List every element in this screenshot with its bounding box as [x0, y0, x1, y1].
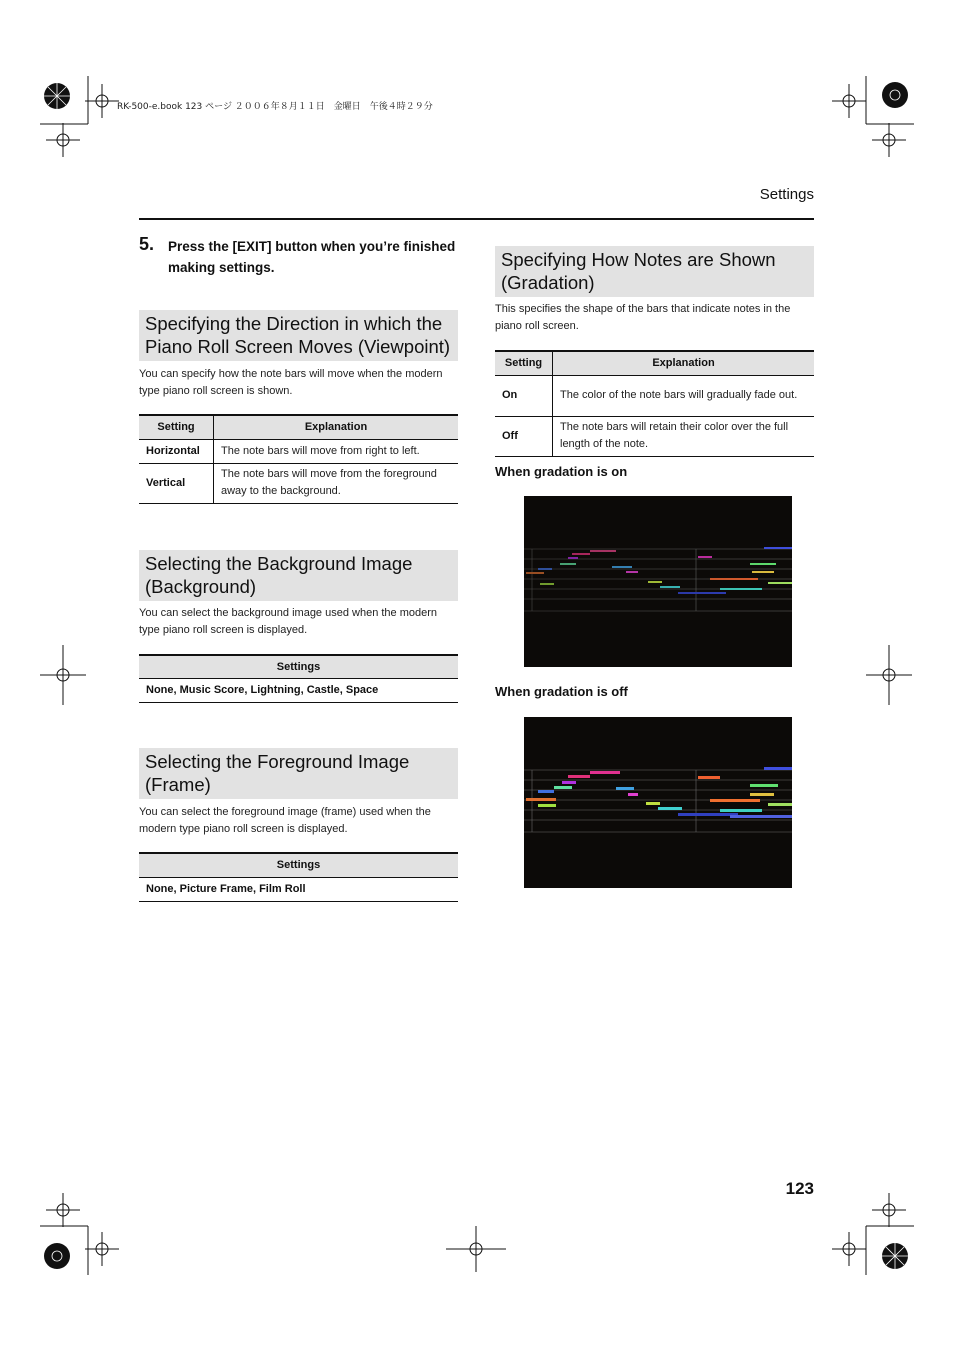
- viewpoint-description: You can specify how the note bars will move when the modern type piano roll screen is shown.: [139, 368, 443, 397]
- col-explanation: Explanation: [214, 415, 459, 439]
- explanation-on: The color of the note bars will gradually fade out.: [553, 375, 815, 416]
- background-options: None, Music Score, Lightning, Castle, Space: [139, 678, 458, 702]
- table-row: [495, 375, 814, 416]
- frame-table: [139, 852, 458, 902]
- explanation-vertical: The note bars will move from the foreground away to the background.: [214, 463, 459, 503]
- piano-roll-gradation-on: [524, 496, 792, 667]
- background-heading: Selecting the Background Image (Background): [139, 550, 458, 601]
- setting-on: On: [495, 375, 553, 416]
- col-settings: Settings: [139, 655, 458, 678]
- col-setting: Setting: [495, 351, 553, 375]
- explanation-horizontal: The note bars will move from right to left.: [214, 439, 459, 463]
- frame-options: None, Picture Frame, Film Roll: [139, 877, 458, 901]
- col-explanation: Explanation: [553, 351, 815, 375]
- setting-vertical: Vertical: [139, 463, 214, 503]
- setting-horizontal: Horizontal: [139, 439, 214, 463]
- piano-roll-gradation-off: [524, 717, 792, 888]
- gradation-table: [495, 350, 814, 457]
- setting-off: Off: [495, 416, 553, 456]
- gradation-off-caption: When gradation is off: [495, 684, 628, 699]
- table-row: [139, 439, 458, 463]
- file-meta: RK-500-e.book 123 ページ ２００６年８月１１日 金曜日 午後４時２９分: [117, 102, 433, 112]
- background-description: You can select the background image used when the modern type piano roll screen is displayed.: [139, 607, 438, 636]
- explanation-off: The note bars will retain their color over the full length of the note.: [553, 416, 815, 456]
- viewpoint-table: [139, 414, 458, 504]
- frame-heading: Selecting the Foreground Image (Frame): [139, 748, 458, 799]
- gradation-description: This specifies the shape of the bars that indicate notes in the piano roll screen.: [495, 303, 791, 332]
- gradation-on-caption: When gradation is on: [495, 464, 628, 479]
- col-settings: Settings: [139, 853, 458, 877]
- table-row: [139, 463, 458, 503]
- running-title: Settings: [759, 186, 814, 203]
- table-row: [495, 416, 814, 456]
- background-table: [139, 654, 458, 703]
- frame-description: You can select the foreground image (frame) used when the modern type piano roll screen is displayed.: [139, 806, 431, 835]
- viewpoint-heading: Specifying the Direction in which the Piano Roll Screen Moves (Viewpoint): [139, 310, 458, 361]
- col-setting: Setting: [139, 415, 214, 439]
- step-number: 5.: [139, 234, 155, 254]
- page-number: 123: [785, 1179, 814, 1198]
- gradation-heading: Specifying How Notes are Shown (Gradation): [495, 246, 814, 297]
- step-text: Press the [EXIT] button when you’re finished making settings.: [168, 239, 456, 275]
- header-rule: [139, 218, 814, 220]
